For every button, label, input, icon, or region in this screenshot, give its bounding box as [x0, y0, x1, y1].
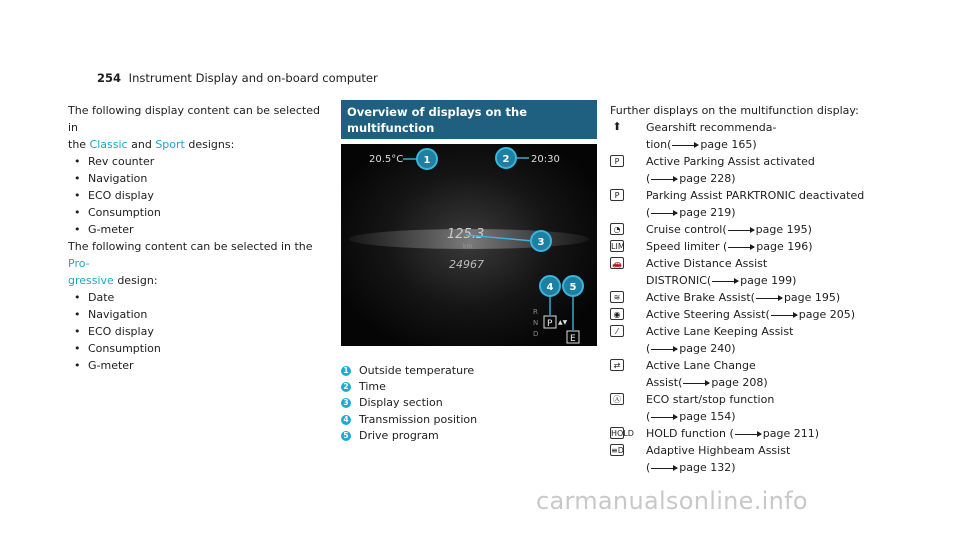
arrow-right-icon	[756, 298, 782, 299]
sport-link[interactable]: Sport	[155, 138, 185, 151]
content-column-1	[68, 102, 323, 374]
arrow-right-icon	[771, 315, 797, 316]
highbeam-assist-icon: ≡D	[611, 446, 624, 455]
shift-arrows: ▲▼	[558, 319, 568, 326]
page-reference-link[interactable]: page 154)	[679, 410, 736, 423]
section-title: Instrument Display and on-board computer	[128, 71, 378, 85]
arrow-right-icon	[683, 383, 709, 384]
parktronic-off-icon: P	[610, 189, 624, 201]
page-header	[97, 71, 378, 85]
feature-item: ◉ Active Steering Assist( page 205)	[610, 306, 900, 323]
page-reference-link[interactable]: page 196)	[756, 240, 813, 253]
feature-item: Ⓐ ECO start/stop function ( page 154)	[610, 391, 900, 425]
park-indicator: P	[547, 319, 553, 329]
list-item: • G-meter	[68, 357, 323, 374]
arrow-right-icon	[651, 468, 677, 469]
intro-paragraph-1: The following display content can be selected in the Classic and Sport designs:	[68, 104, 321, 151]
page-reference-link[interactable]: page 132)	[679, 461, 736, 474]
callout-3: 3	[537, 237, 545, 248]
speed-limiter-icon: LIM	[611, 242, 625, 251]
arrow-right-icon	[651, 213, 677, 214]
page-reference-link[interactable]: page 219)	[679, 206, 736, 219]
arrow-right-icon	[712, 281, 738, 282]
classic-sport-list	[68, 153, 323, 238]
feature-item: HOLD HOLD function ( page 211)	[611, 427, 820, 440]
progressive-link-a[interactable]: Pro-	[68, 257, 90, 270]
arrow-right-icon	[651, 179, 677, 180]
intro-paragraph-2: The following content can be selected in the Pro- gressive design:	[68, 240, 313, 287]
steering-assist-icon: ◉	[610, 308, 624, 320]
arrow-right-icon	[728, 247, 754, 248]
callout-5: 5	[569, 282, 577, 293]
legend-item: 2 Time	[341, 379, 477, 395]
instrument-display-image	[341, 144, 597, 346]
gear-n: N	[533, 319, 539, 327]
page-reference-link[interactable]: page 208)	[711, 376, 768, 389]
feature-item: 🚗 Active Distance Assist DISTRONIC( page 199)	[610, 255, 900, 289]
speed-readout: 125.3	[447, 227, 485, 242]
further-displays-intro: Further displays on the multifunction display:	[610, 104, 859, 117]
progressive-link-b[interactable]: gressive	[68, 274, 114, 287]
feature-item: ≡D Adaptive Highbeam Assist ( page 132)	[611, 444, 791, 474]
list-item: • Rev counter	[68, 153, 323, 170]
list-item: • Navigation	[68, 306, 323, 323]
feature-item: ⇄ Active Lane Change Assist( page 208)	[610, 357, 900, 391]
page-reference-link[interactable]: page 205)	[798, 308, 856, 321]
callout-legend	[341, 363, 477, 444]
distance-assist-icon: 🚗	[610, 257, 624, 269]
arrow-right-icon	[651, 417, 677, 418]
page-reference-link[interactable]: page 211)	[762, 427, 820, 440]
speed-unit: km	[463, 243, 473, 250]
feature-item: ≋ Active Brake Assist( page 195)	[610, 289, 900, 306]
parking-assist-icon: P	[610, 155, 624, 167]
gear-d: D	[533, 330, 539, 338]
overview-heading: Overview of displays on the multifunction	[341, 100, 597, 139]
content-column-3	[610, 102, 900, 476]
feature-item: ⬆ Gearshift recommenda- tion( page 165)	[610, 119, 900, 153]
eco-start-stop-icon: Ⓐ	[610, 393, 624, 405]
legend-item: 5 Drive program	[341, 428, 477, 444]
feature-item: ◔ Cruise control( page 195)	[610, 221, 900, 238]
feature-list	[610, 119, 900, 476]
legend-item: 3 Display section	[341, 395, 477, 411]
feature-item: P Active Parking Assist activated ( page 228)	[610, 153, 900, 187]
feature-item: LIM Speed limiter ( page 196)	[611, 240, 813, 253]
classic-link[interactable]: Classic	[89, 138, 128, 151]
lane-keeping-icon: ⁄	[610, 325, 624, 337]
page-reference-link[interactable]: page 199)	[740, 274, 797, 287]
list-item: • Navigation	[68, 170, 323, 187]
cruise-control-icon: ◔	[610, 223, 624, 235]
lane-change-icon: ⇄	[610, 359, 624, 371]
feature-item: P Parking Assist PARKTRONIC deactivated ( page 219)	[610, 187, 900, 221]
list-item: • Date	[68, 289, 323, 306]
list-item: • Consumption	[68, 340, 323, 357]
page-reference-link[interactable]: page 195)	[755, 223, 812, 236]
arrow-right-icon	[735, 434, 761, 435]
time-readout: 20:30	[531, 154, 560, 165]
gear-r: R	[533, 308, 538, 316]
page-reference-link[interactable]: page 165)	[700, 138, 757, 151]
page-reference-link[interactable]: page 240)	[679, 342, 736, 355]
list-item: • Consumption	[68, 204, 323, 221]
page-number: 254	[97, 71, 122, 85]
gearshift-icon: ⬆	[612, 120, 622, 133]
page-reference-link[interactable]: page 228)	[679, 172, 736, 185]
legend-item: 1 Outside temperature	[341, 363, 477, 379]
odometer-readout: 24967	[449, 258, 484, 271]
progressive-list	[68, 289, 323, 374]
hold-icon: HOLD	[611, 429, 634, 438]
list-item: • ECO display	[68, 187, 323, 204]
brake-assist-icon: ≋	[610, 291, 624, 303]
list-item: • G-meter	[68, 221, 323, 238]
arrow-right-icon	[651, 349, 677, 350]
display-illustration	[341, 144, 597, 346]
callout-1: 1	[423, 155, 431, 166]
legend-item: 4 Transmission position	[341, 412, 477, 428]
page-reference-link[interactable]: page 195)	[783, 291, 841, 304]
feature-item: ⁄ Active Lane Keeping Assist ( page 240)	[610, 323, 900, 357]
arrow-right-icon	[728, 230, 754, 231]
callout-4: 4	[546, 282, 554, 293]
arrow-right-icon	[672, 145, 698, 146]
watermark: carmanualsonline.info	[536, 487, 808, 515]
callout-markers	[417, 148, 583, 296]
outside-temp-readout: 20.5°C	[369, 154, 404, 165]
list-item: • ECO display	[68, 323, 323, 340]
drive-program-indicator: E	[570, 334, 576, 344]
callout-2: 2	[502, 154, 510, 165]
